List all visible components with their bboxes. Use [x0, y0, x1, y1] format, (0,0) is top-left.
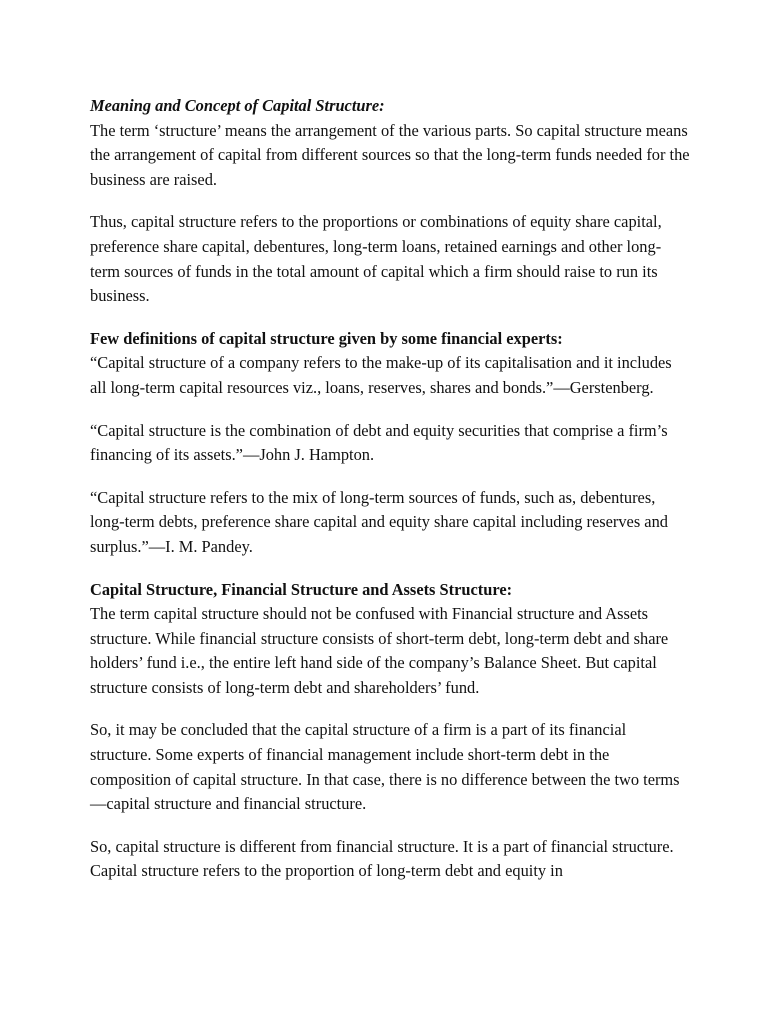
section-heading: Capital Structure, Financial Structure and Assets Structure:	[90, 579, 513, 599]
section-meaning-continued	[90, 210, 690, 308]
section-heading: Meaning and Concept of Capital Structure:	[90, 96, 385, 115]
paragraph: So, capital structure is different from financial structure. It is a part of financial structure. Capital structure refers to the proportion of long-term debt and equity in	[90, 836, 674, 881]
paragraph: Thus, capital structure refers to the proportions or combinations of equity share capital, preference share capital, debentures, long-term loans, retained earnings and other long-term sources of funds in the total amount of capital which a firm should raise to run its business.	[90, 212, 662, 306]
section-meaning-concept	[90, 94, 690, 192]
section-definitions	[90, 327, 690, 401]
section-structures	[90, 578, 690, 701]
quote-block	[90, 419, 690, 468]
paragraph: The term capital structure should not be confused with Financial structure and Assets structure. While financial structure consists of short-term debt, long-term debt and share holders’ fund i.e., the entire left hand side of the company’s Balance Sheet. But capital structure consists of long-term debt and shareholders’ fund.	[90, 604, 669, 697]
quote-gerstenberg: “Capital structure of a company refers to the make-up of its capitalisation and it includes all long-term capital resources viz., loans, reserves, shares and bonds.”—Gerstenberg.	[90, 353, 672, 397]
section-heading: Few definitions of capital structure given by some financial experts:	[90, 328, 563, 348]
paragraph: The term ‘structure’ means the arrangement of the various parts. So capital structure means the arrangement of capital from different sources so that the long-term funds needed for the business are raised.	[90, 120, 690, 189]
paragraph-block	[90, 835, 690, 884]
paragraph: So, it may be concluded that the capital structure of a firm is a part of its financial structure. Some experts of financial management include short-term debt in the composition of capital structure. In that case, there is no difference between the two terms—capital structure and financial structure.	[90, 720, 680, 814]
paragraph-block	[90, 718, 690, 816]
quote-pandey: “Capital structure refers to the mix of long-term sources of funds, such as, debentures, long-term debts, preference share capital and equity share capital including reserves and surplus.”—I. M. Pandey.	[90, 487, 668, 556]
quote-block	[90, 486, 690, 560]
document-page	[90, 94, 690, 902]
quote-hampton: “Capital structure is the combination of debt and equity securities that comprise a firm’s financing of its assets.”—John J. Hampton.	[90, 420, 668, 465]
